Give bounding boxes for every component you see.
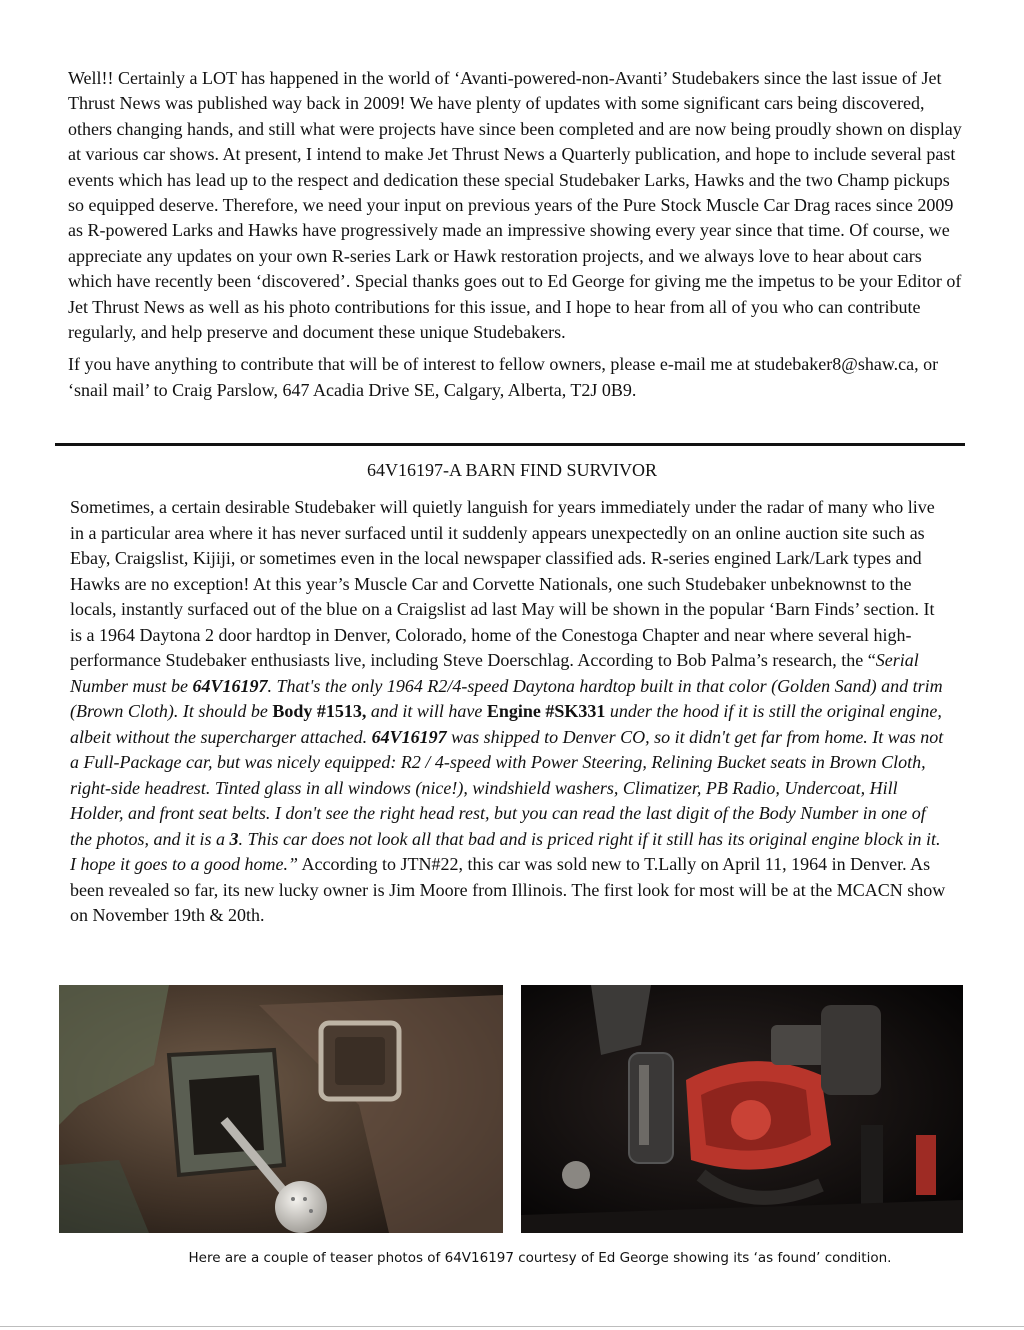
contact-paragraph: If you have anything to contribute that will be of interest to fellow owners, please e-mail me at studebaker8@shaw.ca, or ‘snail mail’ to Craig Parslow, 647 Acadia Drive SE, Calgary, Alberta, T2J 0B9. [68, 354, 939, 400]
body-number-bold: Body #1513, [272, 701, 367, 721]
quote-text: under the hood if it is still the original engine, albeit without the supercharger attached. [70, 701, 942, 747]
quote-text: . This car does not look all that bad and is priced right if it still has its original engine block in it. I hope it goes to a good home.” [70, 828, 941, 874]
quote-text: Serial Number must be [70, 650, 919, 696]
engine-bay-photo-image [521, 985, 963, 1233]
quote-text: was shipped to Denver CO, so it didn't get far from home. It was not a Full-Package car, but was nicely equipped: R2 / 4-speed with Power Steering, Relining Bucket seats in Brown Cloth, right-side headrest. Tinted glass in all windows (nice!), windshield washers, Climatizer, PB Radio, Undercoat, Hill Holder, and front seat belts. I don't see the right head rest, but you can read the last digit of the Body Number in one of the photos, and it is a [70, 726, 944, 849]
intro-section [68, 66, 968, 410]
article-body [70, 495, 950, 929]
shifter-photo-image [59, 985, 503, 1233]
article-paragraph [70, 495, 950, 929]
serial-number-bold: 64V16197 [371, 726, 447, 747]
body-digit-bold: 3 [229, 828, 239, 849]
engine-number-bold: Engine #SK331 [486, 701, 606, 721]
section-divider [55, 443, 965, 446]
article-heading: 64V16197-A BARN FIND SURVIVOR [366, 460, 658, 480]
article-text-intro: Sometimes, a certain desirable Studebaker will quietly languish for years immediately under the radar of many who live in a particular area where it has never surfaced until it suddenly appears unexpectedly on an online auction site such as Ebay, Craigslist, Kijiji, or sometimes even in the local newspaper classified ads. R-series engined Lark/Lark types and Hawks are no exception! At this year’s Muscle Car and Corvette Nationals, one such Studebaker unbeknownst to the locals, instantly surfaced out of the blue on a Craigslist ad last May will be shown in the popular ‘Barn Finds’ section. It is a 1964 Daytona 2 door hardtop in Denver, Colorado, home of the Conestoga Chapter and near where several high-performance Studebaker enthusiasts live, including Steve Doerschlag. According to Bob Palma’s research, the “ [70, 497, 935, 670]
intro-paragraph: Well!! Certainly a LOT has happened in the world of ‘Avanti-powered-non-Avanti’ Studebakers since the last issue of Jet Thrust News was published way back in 2009! We have plenty of updates with some significant cars being discovered, others changing hands, and still what were projects have since been completed and are now being proudly shown on display at various car shows. At present, I intend to make Jet Thrust News a Quarterly publication, and hope to include several past events which has lead up to the respect and dedication these special Studebaker Larks, Hawks and the two Champ pickups so equipped deserve. Therefore, we need your input on previous years of the Pure Stock Muscle Car Drag races since 2009 as R-powered Larks and Hawks have progressively made an impressive showing every year since that time. Of course, we appreciate any updates on your own R-series Lark or Hawk restoration projects, and we always love to hear about cars which have recently been ‘discovered’. Special thanks goes out to Ed George for giving me the impetus to be your Editor of Jet Thrust News as well as his photo contributions for this issue, and I hope to hear from all of you who can contribute regularly, and help preserve and document these unique Studebakers. [68, 68, 962, 343]
engine-bay-photo [521, 985, 963, 1233]
article-text-closing: According to JTN#22, this car was sold new to T.Lally on April 11, 1964 in Denver. As been revealed so far, its new lucky owner is Jim Moore from Illinois. The first look for most will be at the MCACN show on November 19th & 20th. [70, 854, 946, 925]
quote-text: . That's the only 1964 R2/4-speed Daytona hardtop built in that color (Golden Sand) and trim (Brown Cloth). It should be [70, 675, 943, 721]
photo-caption: Here are a couple of teaser photos of 64V16197 courtesy of Ed George showing its ‘as found’ condition. [188, 1250, 892, 1266]
quote-text: and it will have [366, 701, 487, 721]
serial-number-bold: 64V16197 [192, 675, 268, 696]
shifter-photo [59, 985, 503, 1233]
page-bottom-edge [0, 1326, 1024, 1327]
